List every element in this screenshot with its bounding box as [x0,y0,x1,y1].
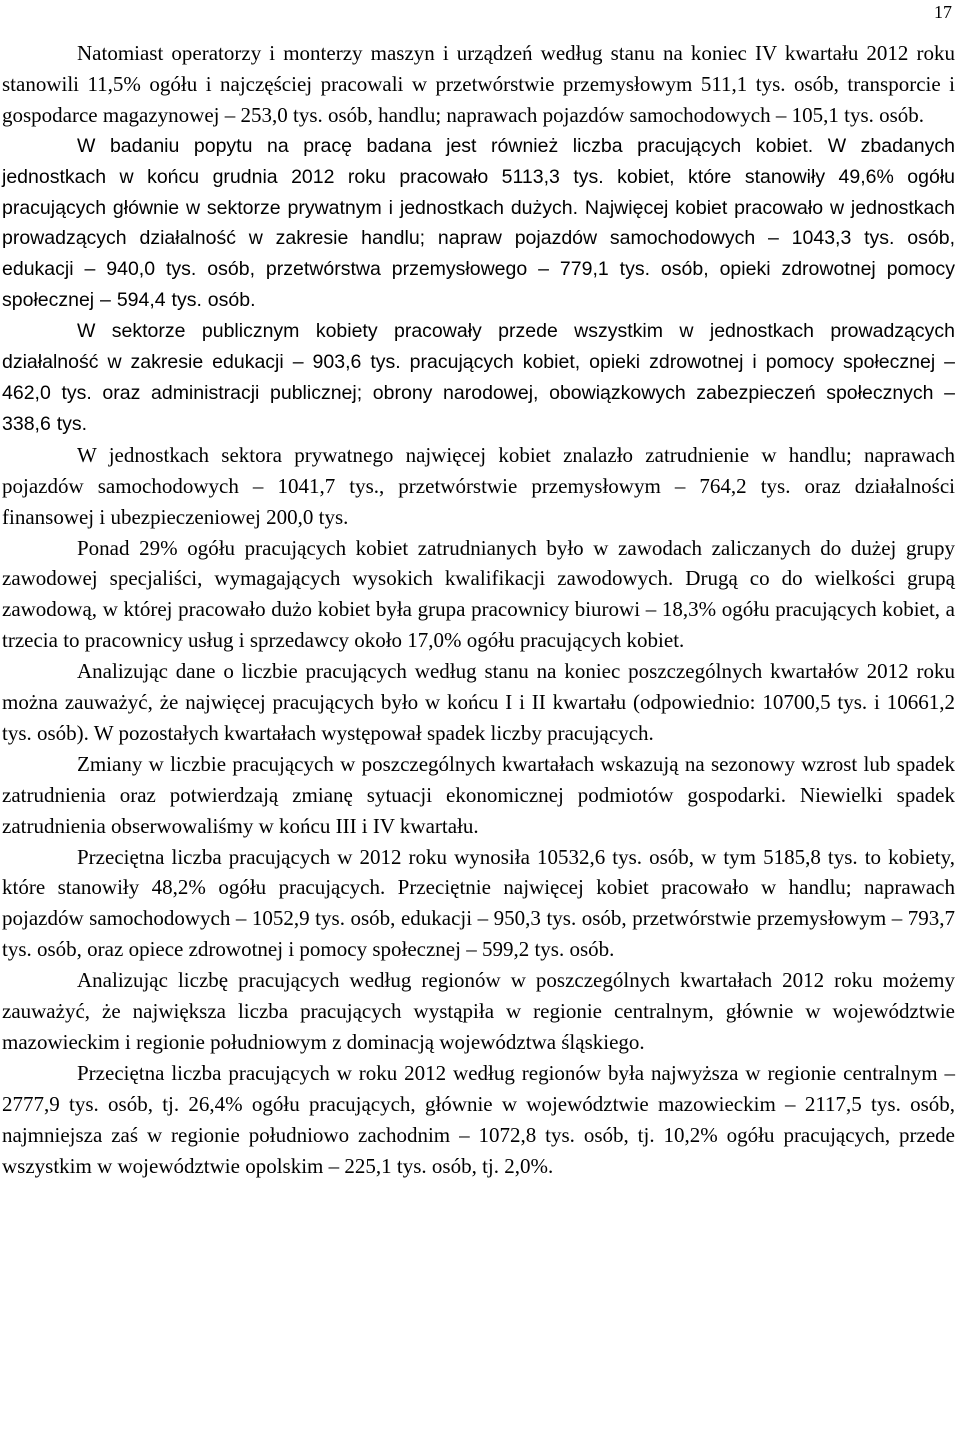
paragraph-seasonal-changes: Zmiany w liczbie pracujących w poszczególnych kwartałach wskazują na sezonowy wzrost lub spadek zatrudnienia oraz potwierdzają zmianę sytuacji ekonomicznej podmiotów gospodarki. Niewielki spadek zatrudnienia obserwowaliśmy w końcu III i IV kwartału. [2,751,955,838]
paragraph-regional-averages: Przeciętna liczba pracujących w roku 2012 według regionów była najwyższa w regionie centralnym – 2777,9 tys. osób, tj. 26,4% ogółu pracujących, głównie w województwie mazowieckim – 2117,5 tys. osób, najmniejsza zaś w regionie południowo zachodnim – 1072,8 tys. osób, tj. 10,2% ogółu pracujących, przede wszystkim w województwie opolskim – 225,1 tys. osób, tj. 2,0%. [2,1060,955,1178]
paragraph-average-employment: Przeciętna liczba pracujących w 2012 roku wynosiła 10532,6 tys. osób, w tym 5185,8 tys. to kobiety, które stanowiły 48,2% ogółu pracujących. Przeciętnie najwięcej kobiet pracowało w handlu; naprawach pojazdów samochodowych – 1052,9 tys. osób, edukacji – 950,3 tys. osób, przetwórstwie przemysłowym – 793,7 tys. osób, oraz opiece zdrowotnej i pomocy społecznej – 599,2 tys. osób. [2,844,955,962]
paragraph-operators: Natomiast operatorzy i monterzy maszyn i urządzeń według stanu na koniec IV kwartału 2012 roku stanowili 11,5% ogółu i najczęściej pracowali w przetwórstwie przemysłowym 511,1 tys. osób, transporcie i gospodarce magazynowej – 253,0 tys. osób, handlu; naprawach pojazdów samochodowych – 105,1 tys. osób. [2,41,955,127]
paragraph-regional-analysis: Analizując liczbę pracujących według regionów w poszczególnych kwartałach 2012 roku możemy zauważyć, że największa liczba pracujących wystąpiła w regionie centralnym, głównie w województwie mazowieckim i regionie południowym z dominacją województwa śląskiego. [2,968,955,1054]
paragraph-private-sector: W jednostkach sektora prywatnego najwięcej kobiet znalazło zatrudnienie w handlu; naprawach pojazdów samochodowych – 1041,7 tys., przetwórstwie przemysłowym – 764,2 tys. oraz działalności finansowej i ubezpieczeniowej 200,0 tys. [2,442,955,529]
paragraph-quarterly-analysis: Analizując dane o liczbie pracujących według stanu na koniec poszczególnych kwartałów 2012 roku można zauważyć, że najwięcej pracujących było w końcu I i II kwartału (odpowiednio: 10700,5 tys. i 10661,2 tys. osób). W pozostałych kwartałach występował spadek liczby pracujących. [2,659,955,745]
paragraph-women-employment: W badaniu popytu na pracę badana jest również liczba pracujących kobiet. W zbadanych jednostkach w końcu grudnia 2012 roku pracowało 5113,3 tys. kobiet, które stanowiły 49,6% ogółu pracujących głównie w sektorze prywatnym i jednostkach dużych. Najwięcej kobiet pracowało w jednostkach prowadzących działalność w zakresie handlu; napraw pojazdów samochodowych – 1043,3 tys. osób, edukacji – 940,0 tys. osób, przetwórstwa przemysłowego – 779,1 tys. osób, opieki zdrowotnej pomocy społecznej – 594,4 tys. osób. [2,134,955,312]
page-number: 17 [934,2,952,22]
document-body [2,38,955,1182]
paragraph-occupational-groups: Ponad 29% ogółu pracujących kobiet zatrudnianych było w zawodach zaliczanych do dużej grupy zawodowej specjaliści, wymagających wysokich kwalifikacji zawodowych. Drugą co do wielkości grupą zawodową, w której pracowało dużo kobiet była grupa pracownicy biurowi – 18,3% ogółu pracujących kobiet, a trzecia to pracownicy usług i sprzedawcy około 17,0% ogółu pracujących kobiet. [2,535,955,653]
paragraph-public-sector: W sektorze publicznym kobiety pracowały przede wszystkim w jednostkach prowadzących działalność w zakresie edukacji – 903,6 tys. pracujących kobiet, opieki zdrowotnej i pomocy społecznej – 462,0 tys. oraz administracji publicznej; obrony narodowej, obowiązkowych zabezpieczeń społecznych – 338,6 tys. [2,320,955,435]
